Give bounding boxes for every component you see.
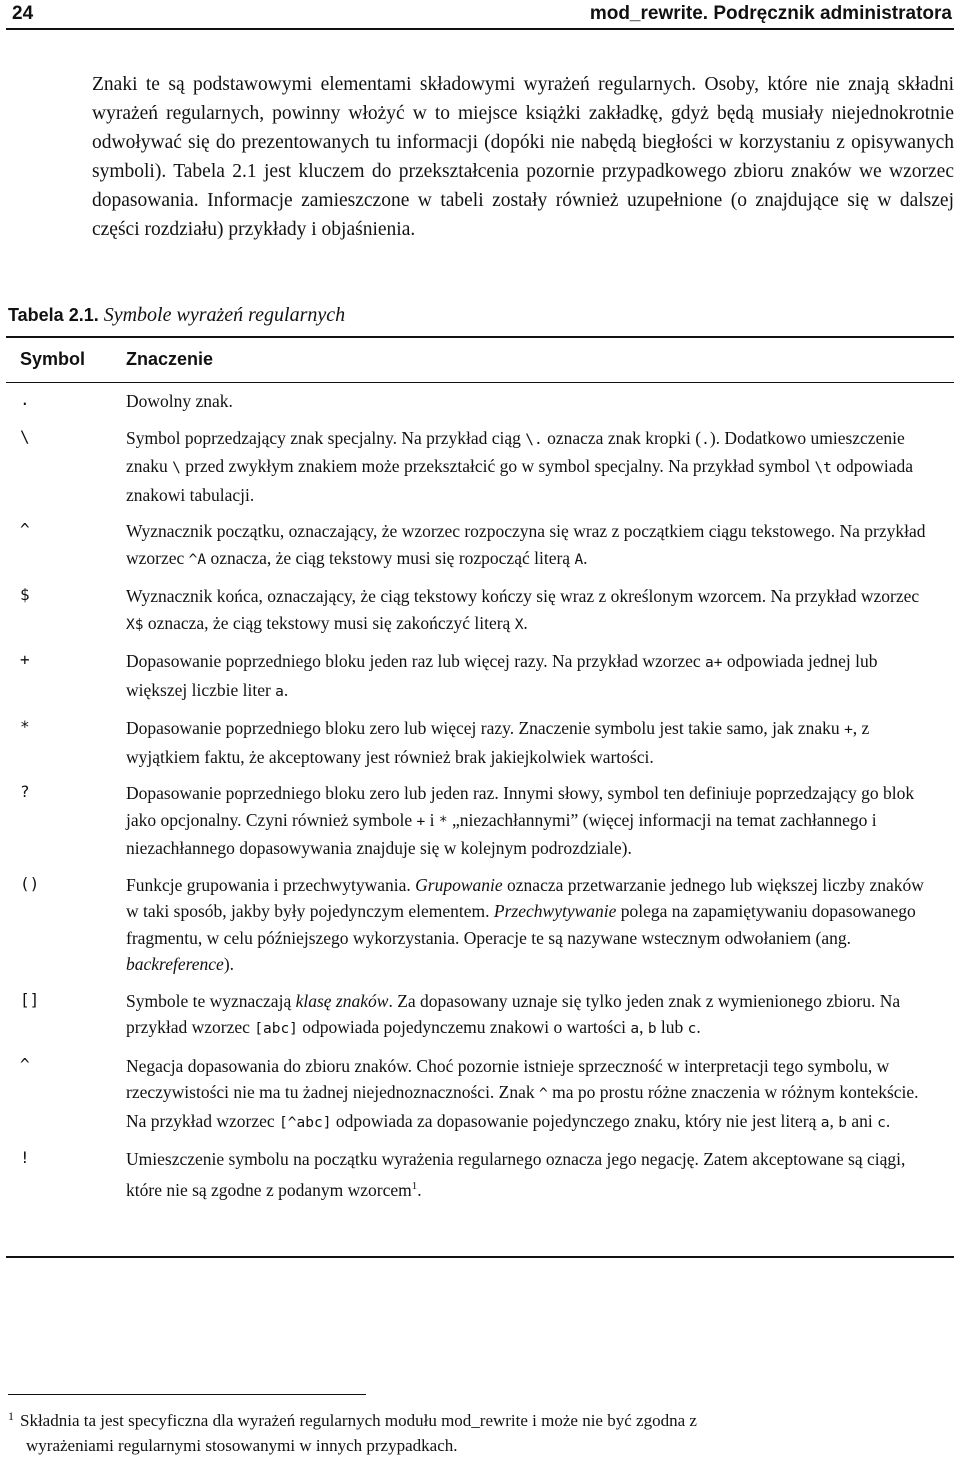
row-meaning: [126, 872, 926, 978]
code-fragment: c: [687, 1021, 697, 1037]
row-symbol: +: [20, 650, 30, 669]
row-meaning: [126, 518, 926, 573]
table-caption: [8, 304, 345, 327]
meaning-text: odpowiada jednej lub większej liczbie liter: [126, 651, 878, 700]
table-row: [6, 1053, 954, 1137]
meaning-text: ).: [223, 954, 235, 974]
footnote: [8, 1408, 948, 1458]
meaning-text: oznacza przetwarzanie jednego lub większej liczby znaków w taki sposób, jakby były pojedynczym elementem.: [126, 874, 924, 921]
meaning-text: polega na zapamiętywaniu dopasowanego fragmentu, w celu późniejszego wykorzystania. Operacje te są nazywane wstecznym odwołaniem (ang.: [126, 901, 916, 948]
table-row: [6, 518, 954, 573]
row-meaning: [126, 988, 926, 1043]
meaning-text: Dopasowanie poprzedniego bloku zero lub jeden raz. Innymi słowy, symbol ten definiuje poprzedzający go blok jako opcjonalny. Czyni również symbole: [126, 783, 915, 830]
meaning-text: Symbole te wyznaczają: [126, 990, 296, 1011]
row-symbol: ^: [20, 1054, 30, 1074]
meaning-text: oznacza, że ciąg tekstowy musi się zakończyć literą: [143, 612, 515, 633]
table-row: [6, 648, 954, 705]
table-row: [6, 388, 954, 415]
code-fragment: c: [877, 1114, 886, 1131]
code-fragment: a+: [705, 655, 723, 671]
table-bottom-rule: [6, 1256, 954, 1258]
meaning-text: .: [523, 612, 528, 633]
code-fragment: \t: [814, 460, 832, 476]
emphasis-text: Przechwytywanie: [493, 901, 617, 921]
meaning-text: ani: [847, 1110, 878, 1131]
code-fragment: b: [838, 1114, 847, 1131]
page-number: 24: [12, 3, 34, 24]
footnote-number: 1: [8, 1409, 14, 1423]
emphasis-text: backreference: [126, 954, 224, 974]
meaning-text: Dopasowanie poprzedniego bloku jeden raz lub więcej razy. Na przykład wzorzec: [126, 651, 706, 671]
code-fragment: *: [438, 813, 448, 830]
meaning-text: odpowiada pojedynczemu znakowi o wartości: [297, 1017, 631, 1037]
row-symbol: !: [20, 1148, 30, 1167]
row-meaning: [126, 715, 926, 770]
code-fragment: X: [514, 616, 524, 633]
meaning-text: przed zwykłym znakiem może przekształcić go w symbol specjalny. Na przykład symbol: [180, 456, 815, 476]
row-symbol: $: [20, 585, 30, 604]
meaning-text: ,: [829, 1110, 839, 1131]
row-meaning: [126, 583, 926, 638]
meaning-text: Wyznacznik początku, oznaczający, że wzorzec rozpoczyna się wraz z początkiem ciągu tekstowego. Na przykład wzorzec: [126, 521, 926, 568]
table-row: [6, 1146, 954, 1203]
meaning-text: .: [696, 1017, 701, 1037]
row-symbol: *: [20, 717, 30, 736]
meaning-text: Symbol poprzedzający znak specjalny. Na przykład ciąg: [126, 427, 526, 448]
row-symbol: .: [20, 390, 30, 409]
row-meaning: [126, 388, 926, 415]
code-fragment: a: [275, 683, 284, 700]
running-header: [6, 0, 954, 30]
row-meaning: [126, 425, 926, 509]
row-symbol: []: [20, 989, 40, 1009]
meaning-text: Negacja dopasowania do zbioru znaków. Choć pozornie istnieje sprzeczność w interpretacji tego symbolu, w rzeczywistości nie ma tu żadnej niejednoznaczności. Znak: [126, 1055, 890, 1102]
code-fragment: +: [416, 813, 426, 830]
code-fragment: \: [172, 460, 181, 476]
table-caption-text: Symbole wyrażeń regularnych: [103, 304, 346, 326]
meaning-text: lub: [656, 1017, 688, 1037]
meaning-text: .: [583, 547, 588, 568]
code-fragment: X$: [126, 616, 144, 633]
table-row: [6, 715, 954, 770]
meaning-text: .: [283, 679, 289, 700]
row-meaning: [126, 648, 926, 705]
code-fragment: \.: [525, 431, 543, 448]
meaning-text: ,: [639, 1017, 648, 1037]
table-row: [6, 988, 954, 1043]
code-fragment: ^: [539, 1086, 548, 1102]
row-meaning: [126, 1146, 926, 1203]
meaning-text: „niezachłannymi” (więcej informacji na temat zachłannego i niezachłannego dopasowywania znajduje się w kolejnym podrozdziale).: [126, 809, 877, 858]
meaning-text: ma po prostu różne znaczenia w różnym kontekście. Na przykład wzorzec: [126, 1082, 919, 1131]
meaning-text: Umieszczenie symbolu na początku wyrażenia regularnego oznacza jego negację. Zatem akceptowane są ciągi, które nie są zgodne z podanym wzorcem: [126, 1149, 906, 1200]
row-symbol: (): [20, 873, 40, 893]
row-symbol: ^: [20, 520, 30, 539]
meaning-text: .: [885, 1110, 891, 1131]
meaning-text: i: [425, 809, 439, 830]
code-fragment: b: [647, 1021, 657, 1037]
emphasis-text: Grupowanie: [415, 874, 503, 895]
table-body: [6, 388, 954, 1213]
footnote-ref: 1: [411, 1179, 418, 1192]
table-label: Tabela 2.1.: [8, 305, 99, 325]
meaning-text: ). Dodatkowo umieszczenie znaku: [126, 427, 905, 476]
table-header: [6, 336, 954, 383]
footnote-rule: [8, 1394, 366, 1395]
book-title: mod_rewrite. Podręcznik administratora: [589, 3, 952, 24]
table-row: [6, 780, 954, 862]
code-fragment: a: [630, 1021, 640, 1037]
code-fragment: A: [574, 551, 584, 568]
emphasis-text: klasę znaków: [295, 990, 389, 1011]
meaning-text: Dopasowanie poprzedniego bloku zero lub więcej razy. Znaczenie symbolu jest takie samo, jak znaku: [126, 718, 845, 738]
row-symbol: ?: [20, 782, 30, 801]
meaning-text: odpowiada znakowi tabulacji.: [126, 456, 914, 505]
column-header-meaning: Znaczenie: [126, 349, 214, 369]
footnote-line-2: wyrażeniami regularnymi stosowanymi w innych przypadkach.: [26, 1436, 458, 1455]
meaning-text: oznacza znak kropki (: [542, 427, 702, 448]
row-meaning: [126, 780, 926, 862]
table-row: [6, 583, 954, 638]
meaning-text: odpowiada za dopasowanie pojedynczego znaku, który nie jest literą: [331, 1110, 821, 1131]
table-row: [6, 872, 954, 978]
meaning-text: Funkcje grupowania i przechwytywania.: [126, 874, 416, 895]
row-meaning: [126, 1053, 926, 1137]
footnote-line-1: Składnia ta jest specyficzna dla wyrażeń regularnych modułu mod_rewrite i może nie być zgodna z: [20, 1411, 697, 1430]
column-header-symbol: Symbol: [20, 349, 86, 369]
code-fragment: .: [701, 431, 710, 448]
row-symbol: \: [20, 426, 30, 446]
meaning-text: , z wyjątkiem faktu, że akceptowany jest również brak jakiejkolwiek wartości.: [126, 718, 870, 767]
code-fragment: a: [820, 1114, 830, 1131]
meaning-text: Dowolny znak.: [126, 391, 233, 411]
code-fragment: [abc]: [254, 1021, 298, 1037]
meaning-text: . Za dopasowany uznaje się tylko jeden znak z wymienionego zbioru. Na przykład wzorzec: [126, 990, 901, 1037]
code-fragment: [^abc]: [279, 1114, 332, 1131]
table-row: [6, 425, 954, 509]
meaning-text: Wyznacznik końca, oznaczający, że ciąg tekstowy kończy się wraz z określonym wzorcem. Na przykład wzorzec: [126, 586, 920, 606]
code-fragment: +: [844, 722, 853, 738]
code-fragment: ^A: [188, 551, 207, 568]
meaning-text: .: [417, 1179, 422, 1200]
intro-paragraph: Znaki te są podstawowymi elementami składowymi wyrażeń regularnych. Osoby, które nie znają składni wyrażeń regularnych, powinny włożyć w to miejsce książki zakładkę, gdyż będą musiały niejednokrotnie odwoływać się do prezentowanych tu informacji (dopóki nie nabędą biegłości w korzystaniu z opisywanych symboli). Tabela 2.1 jest kluczem do przekształcenia pozornie przypadkowego zbioru znaków we wzorzec dopasowania. Informacje zamieszczone w tabeli zostały również uzupełnione (o znajdujące się w dalszej części rozdziału) przykłady i objaśnienia.: [92, 74, 954, 240]
meaning-text: oznacza, że ciąg tekstowy musi się rozpocząć literą: [206, 547, 575, 568]
